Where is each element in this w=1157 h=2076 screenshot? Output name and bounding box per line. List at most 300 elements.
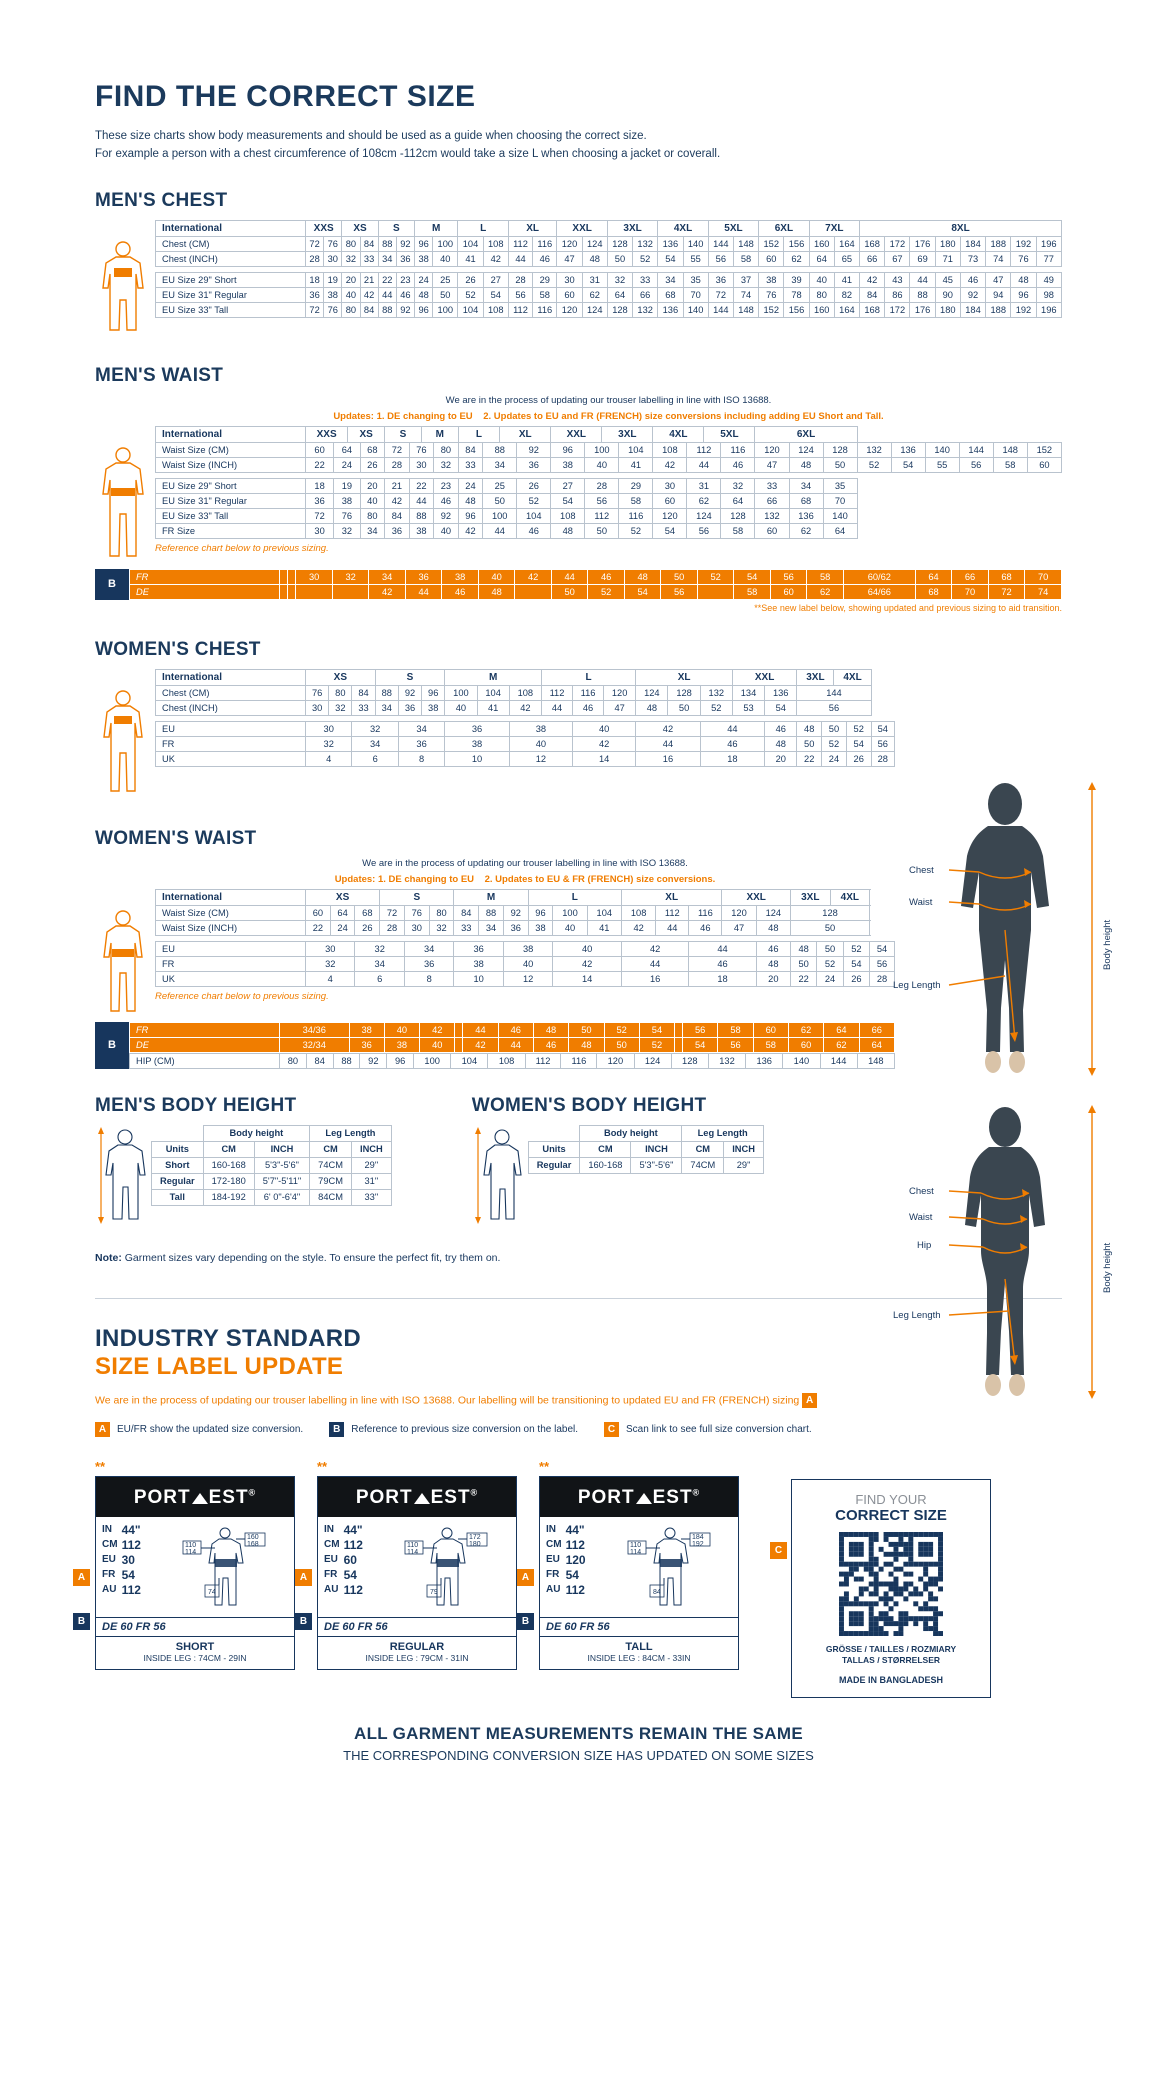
table-cell: 136 xyxy=(891,442,925,457)
table-cell: 50 xyxy=(483,493,517,508)
table-cell: 22 xyxy=(306,920,331,935)
table-header-cell: L xyxy=(458,426,500,442)
table-cell: Regular xyxy=(152,1173,204,1189)
table-cell: 73 xyxy=(960,251,985,266)
size-code-key: FR xyxy=(324,1568,338,1580)
size-code-key: FR xyxy=(102,1568,116,1580)
table-cell: 54 xyxy=(551,493,585,508)
table-row xyxy=(156,920,895,935)
table-cell: 12 xyxy=(503,971,552,986)
ref-cell: 58 xyxy=(718,1022,753,1037)
table-header-row xyxy=(152,1125,392,1141)
legend-badge: A xyxy=(95,1422,110,1437)
size-code-row xyxy=(324,1568,367,1583)
table-cell: 88 xyxy=(910,287,935,302)
table-cell: 50 xyxy=(791,920,870,935)
size-code-value: 120 xyxy=(565,1552,586,1567)
label-body xyxy=(96,1517,294,1617)
table-cell: 88 xyxy=(378,302,396,317)
womens-waist-ref-badge: B xyxy=(95,1022,129,1069)
table-cell: 140 xyxy=(783,1053,820,1068)
label-badge-b: B xyxy=(295,1613,312,1630)
table-cell: 80 xyxy=(342,236,360,251)
row-label: EU Size 31" Regular xyxy=(156,493,306,508)
table-cell: 18 xyxy=(689,971,756,986)
table-header-row xyxy=(156,889,895,905)
table-cell: 84 xyxy=(306,1053,333,1068)
ref-cell: 60 xyxy=(770,584,807,599)
table-cell: 32 xyxy=(607,272,632,287)
ref-cell: 62 xyxy=(788,1022,823,1037)
womens-waist-title: WOMEN'S WAIST xyxy=(95,827,257,849)
table-cell: 41 xyxy=(587,920,621,935)
table-subheader-row xyxy=(528,1141,763,1157)
table-cell: 148 xyxy=(733,302,758,317)
svg-text:110: 110 xyxy=(407,1541,419,1549)
ref-cell: 74 xyxy=(1025,584,1062,599)
womens-chest-table xyxy=(155,669,895,767)
table-cell: 52 xyxy=(822,736,847,751)
group-header-cell: Leg Length xyxy=(310,1125,392,1141)
table-cell: 33 xyxy=(352,700,375,715)
table-cell: 76 xyxy=(334,508,360,523)
table-cell: 124 xyxy=(687,508,721,523)
table-cell: 69 xyxy=(910,251,935,266)
ref-cell xyxy=(675,1022,683,1037)
table-cell: 36 xyxy=(454,941,503,956)
table-cell: 30 xyxy=(324,251,342,266)
svg-text:168: 168 xyxy=(247,1540,260,1548)
table-cell: 184 xyxy=(960,236,985,251)
table-cell: 26 xyxy=(517,478,551,493)
table-header-cell: M xyxy=(445,669,542,685)
table-row xyxy=(156,721,895,736)
row-label: FR xyxy=(156,956,306,971)
table-cell: 42 xyxy=(483,251,508,266)
svg-text:160: 160 xyxy=(247,1533,260,1541)
ref-cell xyxy=(697,584,734,599)
table-cell: 172 xyxy=(885,302,910,317)
table-cell: 41 xyxy=(834,272,859,287)
table-cell: 34 xyxy=(789,478,823,493)
table-cell: 44 xyxy=(621,956,688,971)
label-fit-name: REGULAR xyxy=(389,1640,445,1653)
table-cell: 48 xyxy=(789,457,823,472)
table-cell: 8 xyxy=(404,971,453,986)
table-cell: 88 xyxy=(409,508,434,523)
table-cell: 38 xyxy=(415,251,433,266)
row-label: FR xyxy=(156,736,306,751)
table-cell: 92 xyxy=(398,685,421,700)
table-cell: 184 xyxy=(960,302,985,317)
table-cell: 64 xyxy=(334,442,360,457)
table-cell: 160 xyxy=(809,302,834,317)
table-cell: 40 xyxy=(809,272,834,287)
svg-text:110: 110 xyxy=(185,1541,197,1549)
table-row xyxy=(156,478,1062,493)
svg-text:192: 192 xyxy=(691,1540,704,1548)
table-cell: 26 xyxy=(843,971,869,986)
table-header-cell: 5XL xyxy=(704,426,755,442)
previous-size-conversion: DE 60 FR 56 xyxy=(318,1617,516,1636)
blank-cell xyxy=(528,1125,580,1141)
label-asterisks: ** xyxy=(539,1458,550,1474)
table-cell: 116 xyxy=(689,905,722,920)
table-cell: 29 xyxy=(533,272,557,287)
qr-title-1: FIND YOUR xyxy=(855,1491,927,1507)
table-cell: 88 xyxy=(479,905,504,920)
table-cell: 40 xyxy=(573,721,636,736)
table-cell: 46 xyxy=(700,736,764,751)
svg-text:184: 184 xyxy=(691,1533,704,1541)
table-cell: 67 xyxy=(885,251,910,266)
table-cell: 48 xyxy=(791,941,817,956)
size-code-value: 44" xyxy=(565,1522,585,1537)
table-header-cell: XL xyxy=(508,220,557,236)
table-cell: 84 xyxy=(458,442,483,457)
table-cell: 120 xyxy=(597,1053,634,1068)
table-cell: 78 xyxy=(784,287,809,302)
table-cell: 144 xyxy=(820,1053,857,1068)
size-codes xyxy=(324,1523,367,1615)
table-cell: 23 xyxy=(434,478,459,493)
ref-cell: 60/62 xyxy=(843,569,915,584)
table-cell: 68 xyxy=(789,493,823,508)
size-code-value: 44" xyxy=(121,1522,141,1537)
table-cell: 84 xyxy=(454,905,479,920)
table-cell: 74 xyxy=(733,287,758,302)
table-cell: 14 xyxy=(573,751,636,766)
row-label: EU Size 29" Short xyxy=(156,272,306,287)
table-cell: 25 xyxy=(483,478,517,493)
table-cell: 48 xyxy=(797,721,822,736)
label-fit-name: TALL xyxy=(625,1640,653,1653)
table-cell: 20 xyxy=(360,478,385,493)
ref-cell: 70 xyxy=(1025,569,1062,584)
table-cell: 25 xyxy=(433,272,458,287)
table-cell: 84 xyxy=(352,685,375,700)
table-header-cell: 4XL xyxy=(830,889,870,905)
table-cell: 74CM xyxy=(310,1157,352,1173)
table-cell: 72 xyxy=(306,236,324,251)
table-cell: 188 xyxy=(986,236,1011,251)
label-figure xyxy=(367,1523,510,1615)
table-cell: 104 xyxy=(458,236,483,251)
size-code-row xyxy=(546,1568,590,1583)
size-label-card xyxy=(521,1458,739,1670)
table-header-cell: S xyxy=(380,889,454,905)
mens-chest-table xyxy=(155,220,1062,318)
ref-cell: 48 xyxy=(569,1037,604,1052)
size-code-key: CM xyxy=(546,1538,562,1550)
ref-cell xyxy=(288,584,296,599)
table-header-cell: XXL xyxy=(551,426,602,442)
brand-text: PORT xyxy=(577,1486,635,1508)
table-cell: 180 xyxy=(935,236,960,251)
label-badge-b: B xyxy=(517,1613,534,1630)
table-cell: 44 xyxy=(378,287,396,302)
table-cell: 132 xyxy=(708,1053,745,1068)
table-cell: 47 xyxy=(722,920,756,935)
row-label: EU xyxy=(156,941,306,956)
ref-cell: 58 xyxy=(807,569,844,584)
table-cell: 30 xyxy=(409,457,434,472)
table-cell: 60 xyxy=(759,251,784,266)
table-cell: 44 xyxy=(689,941,756,956)
female-label-hip: Hip xyxy=(917,1240,932,1251)
size-label-card xyxy=(77,1458,295,1670)
table-cell: 70 xyxy=(683,287,708,302)
table-cell: 144 xyxy=(708,302,733,317)
table-cell: 36 xyxy=(306,493,334,508)
table-cell: 34 xyxy=(355,956,404,971)
mens-body-height-title: MEN'S BODY HEIGHT xyxy=(95,1094,297,1116)
table-cell: 128 xyxy=(721,508,755,523)
table-cell: 50 xyxy=(823,457,857,472)
table-cell: 41 xyxy=(458,251,483,266)
table-cell: 60 xyxy=(557,287,582,302)
table-cell: 96 xyxy=(528,905,553,920)
table-row xyxy=(156,905,895,920)
subheader-cell: CM xyxy=(682,1141,724,1157)
label-inside-leg: INSIDE LEG : 74CM - 29IN xyxy=(143,1652,247,1663)
mens-waist-section xyxy=(95,426,1062,569)
subheader-cell: CM xyxy=(310,1141,352,1157)
ref-cell: 64 xyxy=(824,1022,859,1037)
table-cell: 26 xyxy=(355,920,380,935)
size-code-value: 44" xyxy=(343,1522,363,1537)
table-cell: 108 xyxy=(653,442,687,457)
table-cell: 82 xyxy=(834,287,859,302)
label-badge-a: A xyxy=(517,1569,534,1586)
blank-cell xyxy=(152,1125,204,1141)
legend-item xyxy=(604,1422,812,1437)
size-code-row xyxy=(324,1553,367,1568)
legend-badge: B xyxy=(329,1422,344,1437)
group-header-cell: Leg Length xyxy=(682,1125,764,1141)
brand-text-2: EST® xyxy=(652,1486,701,1508)
ref-cell: 50 xyxy=(569,1022,604,1037)
table-cell: 168 xyxy=(860,236,885,251)
table-cell: 44 xyxy=(910,272,935,287)
table-cell: 48 xyxy=(458,493,483,508)
size-code-key: EU xyxy=(546,1553,560,1565)
table-cell: 32 xyxy=(334,523,360,538)
table-cell: 28 xyxy=(306,251,324,266)
ref-cell: 40 xyxy=(384,1022,419,1037)
table-cell: 90 xyxy=(935,287,960,302)
womens-waist-iso-note: We are in the process of updating our trouser labelling in line with ISO 13688. xyxy=(362,857,688,869)
table-cell: 42 xyxy=(458,523,483,538)
ref-cell: 48 xyxy=(478,584,515,599)
table-cell: 6 xyxy=(352,751,398,766)
table-cell: 35 xyxy=(823,478,857,493)
table-cell: 30 xyxy=(557,272,582,287)
table-cell: 24 xyxy=(822,751,847,766)
table-cell: 84 xyxy=(360,236,378,251)
table-cell: 62 xyxy=(582,287,607,302)
table-cell: 56 xyxy=(797,700,871,715)
legend-text: EU/FR show the updated size conversion. xyxy=(117,1423,304,1435)
table-header-cell: XL xyxy=(636,669,733,685)
table-cell: 120 xyxy=(653,508,687,523)
previous-size-conversion: DE 60 FR 56 xyxy=(96,1617,294,1636)
table-cell: 164 xyxy=(834,236,859,251)
ref-cell: 48 xyxy=(624,569,661,584)
table-cell: 128 xyxy=(668,685,700,700)
table-cell: 33 xyxy=(633,272,658,287)
table-cell: 112 xyxy=(508,302,532,317)
table-header-cell: International xyxy=(156,669,306,685)
table-cell: 128 xyxy=(791,905,870,920)
table-cell: 66 xyxy=(860,251,885,266)
ref-cell: 56 xyxy=(683,1022,718,1037)
table-header-row xyxy=(156,669,895,685)
table-cell: 40 xyxy=(553,941,622,956)
table-cell: 30 xyxy=(653,478,687,493)
table-cell: 60 xyxy=(306,905,331,920)
table-cell: 168 xyxy=(860,302,885,317)
ref-row xyxy=(130,584,1062,599)
size-code-row xyxy=(324,1583,367,1598)
male-label-chest: Chest xyxy=(909,865,934,876)
table-cell: 56 xyxy=(870,956,895,971)
table-cell: 26 xyxy=(458,272,483,287)
table-cell: 46 xyxy=(434,493,459,508)
table-cell: 96 xyxy=(458,508,483,523)
row-label: Chest (CM) xyxy=(156,685,306,700)
closing-line-1: ALL GARMENT MEASUREMENTS REMAIN THE SAME xyxy=(354,1723,803,1743)
ref-cell xyxy=(455,1037,463,1052)
table-cell: 42 xyxy=(653,457,687,472)
table-cell: 46 xyxy=(721,457,755,472)
table-cell: 33 xyxy=(454,920,479,935)
qr-code-icon[interactable] xyxy=(839,1532,943,1636)
female-label-bodyheight: Body height xyxy=(1102,1242,1113,1293)
table-cell: 58 xyxy=(533,287,557,302)
male-label-leg: Leg Length xyxy=(893,980,941,991)
table-cell: 128 xyxy=(671,1053,708,1068)
table-cell: 47 xyxy=(604,700,636,715)
table-cell: 116 xyxy=(533,302,557,317)
table-cell: 21 xyxy=(360,272,378,287)
table-cell: Short xyxy=(152,1157,204,1173)
womens-waist-ref-note: Reference chart below to previous sizing. xyxy=(155,990,329,1002)
ref-cell: 44 xyxy=(405,584,442,599)
table-header-cell: 4XL xyxy=(834,669,871,685)
size-code-value: 54 xyxy=(121,1567,135,1582)
mens-waist-updates-label: Updates: xyxy=(333,410,374,422)
womens-waist-ref-block xyxy=(95,1022,895,1069)
table-header-cell: XS xyxy=(306,669,376,685)
ref-cell: 46 xyxy=(533,1037,568,1052)
table-cell: 112 xyxy=(656,905,689,920)
table-header-cell: 5XL xyxy=(708,220,758,236)
table-cell: 40 xyxy=(503,956,552,971)
table-cell: 24 xyxy=(330,920,355,935)
row-label: FR Size xyxy=(156,523,306,538)
table-cell: 38 xyxy=(445,736,509,751)
ref-cell: 52 xyxy=(697,569,734,584)
row-label: Chest (CM) xyxy=(156,236,306,251)
ref-cell: 62 xyxy=(824,1037,859,1052)
mens-waist-update-2: 2. Updates to EU and FR (FRENCH) size conversions including adding EU Short and Tall. xyxy=(483,410,884,422)
table-cell: 54 xyxy=(658,251,683,266)
table-cell: 49 xyxy=(1036,272,1061,287)
table-cell: 120 xyxy=(557,236,582,251)
size-codes xyxy=(102,1523,145,1615)
table-cell: 100 xyxy=(585,442,619,457)
table-row xyxy=(130,1053,895,1068)
table-cell: 80 xyxy=(434,442,459,457)
qr-title-2: CORRECT SIZE xyxy=(835,1506,947,1524)
table-cell: 124 xyxy=(636,685,668,700)
table-cell: 45 xyxy=(935,272,960,287)
table-cell: 52 xyxy=(817,956,843,971)
table-cell: 44 xyxy=(687,457,721,472)
qr-origin: MADE IN BANGLADESH xyxy=(838,1674,943,1685)
table-cell: 5'7"-5'11" xyxy=(254,1173,309,1189)
table-cell: 52 xyxy=(843,941,869,956)
table-cell: 56 xyxy=(687,523,721,538)
brand-text-2: EST® xyxy=(430,1486,479,1508)
size-code-row xyxy=(546,1523,590,1538)
table-cell: 29" xyxy=(351,1157,391,1173)
table-cell: 56 xyxy=(508,287,532,302)
table-row xyxy=(156,685,895,700)
table-row xyxy=(156,302,1062,317)
table-cell: 172 xyxy=(885,236,910,251)
table-cell: 80 xyxy=(342,302,360,317)
table-header-cell: M xyxy=(415,220,458,236)
model-figures xyxy=(887,780,1117,1426)
size-code-row xyxy=(546,1553,590,1568)
table-cell: 52 xyxy=(517,493,551,508)
label-body xyxy=(318,1517,516,1617)
table-header-cell: XS xyxy=(348,426,385,442)
table-cell: 44 xyxy=(636,736,700,751)
ref-cell: 44 xyxy=(498,1037,533,1052)
table-cell: 120 xyxy=(557,302,582,317)
table-cell: 22 xyxy=(797,751,822,766)
table-cell: 41 xyxy=(619,457,653,472)
svg-text:79: 79 xyxy=(430,1588,439,1596)
size-code-row xyxy=(102,1523,145,1538)
table-cell: 50 xyxy=(607,251,632,266)
table-cell: 56 xyxy=(959,457,993,472)
table-cell: 108 xyxy=(551,508,585,523)
male-model-figure xyxy=(887,780,1117,1085)
table-header-cell: XL xyxy=(500,426,551,442)
table-cell: Regular xyxy=(528,1157,580,1173)
table-cell: 92 xyxy=(396,236,414,251)
table-cell: 42 xyxy=(636,721,700,736)
ref-cell: 54 xyxy=(734,569,771,584)
ref-cell: 56 xyxy=(770,569,807,584)
table-cell: 88 xyxy=(483,442,517,457)
table-cell: 62 xyxy=(784,251,809,266)
ref-cell: 38 xyxy=(349,1022,384,1037)
table-cell: 38 xyxy=(503,941,552,956)
table-cell: 188 xyxy=(986,302,1011,317)
ref-cell: 64 xyxy=(859,1037,894,1052)
ref-cell: 56 xyxy=(661,584,698,599)
size-code-key: IN xyxy=(546,1523,556,1535)
table-cell: 36 xyxy=(398,736,444,751)
brand-text: PORT xyxy=(355,1486,413,1508)
table-cell: 38 xyxy=(551,457,585,472)
table-cell: 124 xyxy=(756,905,790,920)
